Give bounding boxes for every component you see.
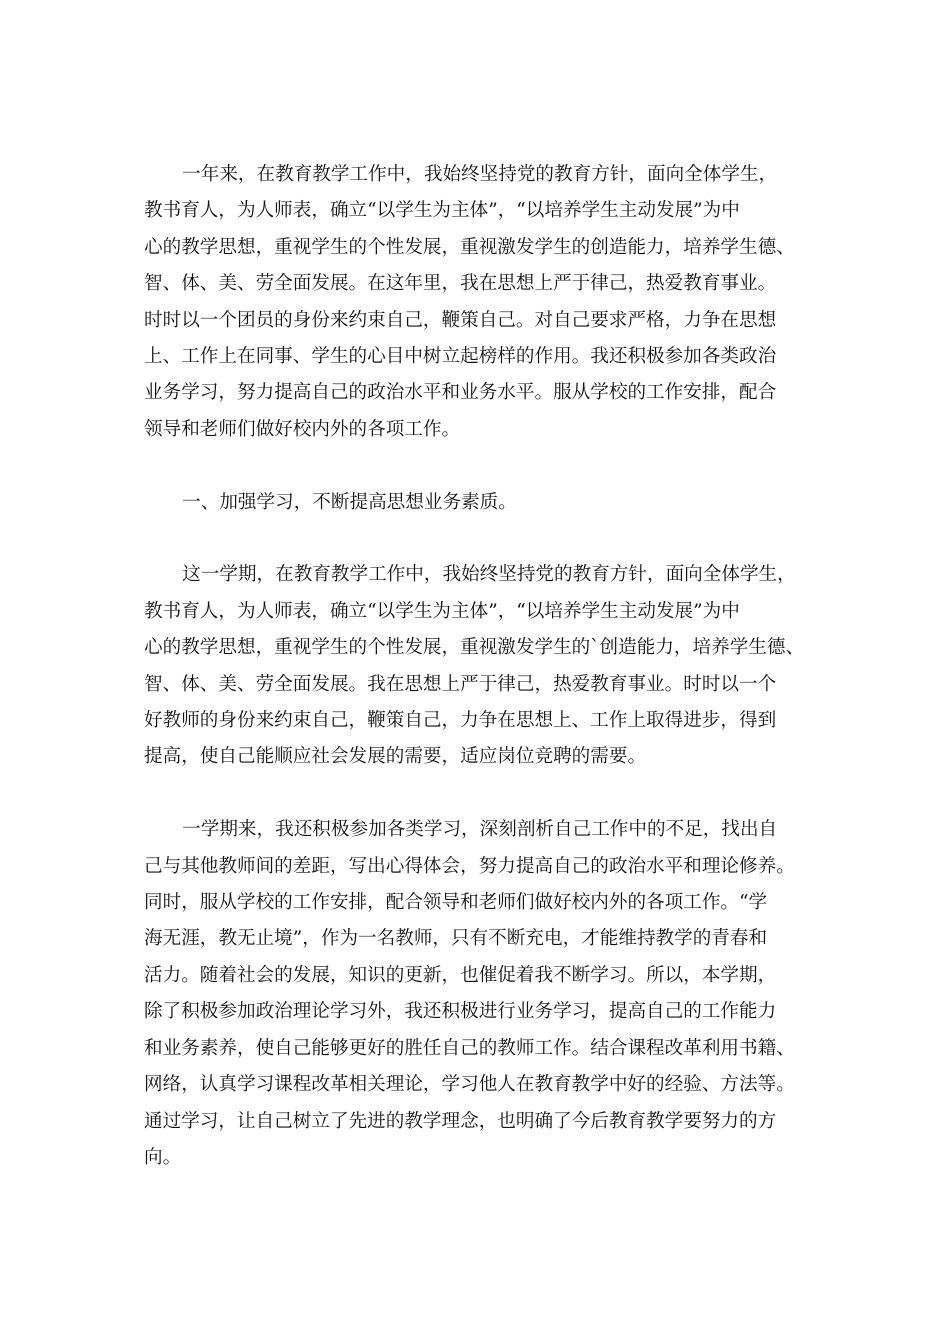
text-line: 己与其他教师间的差距，写出心得体会，努力提高自己的政治水平和理论修养。 (144, 855, 795, 877)
text-line: 这一学期，在教育教学工作中，我始终坚持党的教育方针，面向全体学生， (182, 564, 796, 586)
text-line: 教书育人，为人师表，确立“以学生为主体”，“以培养学生主动发展”为中 (144, 600, 740, 622)
text-line: 和业务素养，使自己能够更好的胜任自己的教师工作。结合课程改革利用书籍、 (144, 1037, 795, 1059)
text-line: 时时以一个团员的身份来约束自己，鞭策自己。对自己要求严格，力争在思想 (144, 309, 777, 331)
paragraph-semester (144, 557, 824, 775)
paragraph-study (144, 812, 824, 1176)
section-heading (144, 485, 824, 521)
heading-line: 一、加强学习，不断提高思想业务素质。 (182, 491, 517, 513)
text-line: 心的教学思想，重视学生的个性发展，重视激发学生的创造能力，培养学生德、 (144, 236, 795, 258)
text-line: 同时，服从学校的工作安排，配合领导和老师们做好校内外的各项工作。“学 (144, 892, 768, 914)
text-line: 一学期来，我还积极参加各类学习，深刻剖析自己工作中的不足，找出自 (182, 819, 778, 841)
text-line: 智、体、美、劳全面发展。我在思想上严于律己，热爱教育事业。时时以一个 (144, 673, 777, 695)
text-line: 除了积极参加政治理论学习外，我还积极进行业务学习，提高自己的工作能力 (144, 1001, 777, 1023)
text-line: 智、体、美、劳全面发展。在这年里，我在思想上严于律己，热爱教育事业。 (144, 273, 777, 295)
text-line: 海无涯，教无止境”，作为一名教师，只有不断充电，才能维持教学的青春和 (144, 928, 768, 950)
text-line: 上、工作上在同事、学生的心目中树立起榜样的作用。我还积极参加各类政治 (144, 346, 777, 368)
text-line: 向。 (144, 1146, 182, 1168)
text-line: 通过学习，让自己树立了先进的教学理念，也明确了今后教育教学要努力的方 (144, 1110, 777, 1132)
text-line: 教书育人，为人师表，确立“以学生为主体”，“以培养学生主动发展”为中 (144, 200, 740, 222)
document-body (144, 157, 824, 1213)
text-line: 提高，使自己能顺应社会发展的需要，适应岗位竞聘的需要。 (144, 746, 647, 768)
paragraph-intro (144, 157, 824, 448)
text-line: 活力。随着社会的发展，知识的更新，也催促着我不断学习。所以，本学期， (144, 964, 777, 986)
text-line: 领导和老师们做好校内外的各项工作。 (144, 418, 461, 440)
text-line: 一年来，在教育教学工作中，我始终坚持党的教育方针，面向全体学生， (182, 164, 778, 185)
text-line: 心的教学思想，重视学生的个性发展，重视激发学生的`创造能力，培养学生德、 (144, 637, 805, 659)
text-line: 好教师的身份来约束自己，鞭策自己，力争在思想上、工作上取得进步，得到 (144, 710, 777, 732)
text-line: 业务学习，努力提高自己的政治水平和业务水平。服从学校的工作安排，配合 (144, 382, 777, 404)
text-line: 网络，认真学习课程改革相关理论，学习他人在教育教学中好的经验、方法等。 (144, 1074, 795, 1096)
